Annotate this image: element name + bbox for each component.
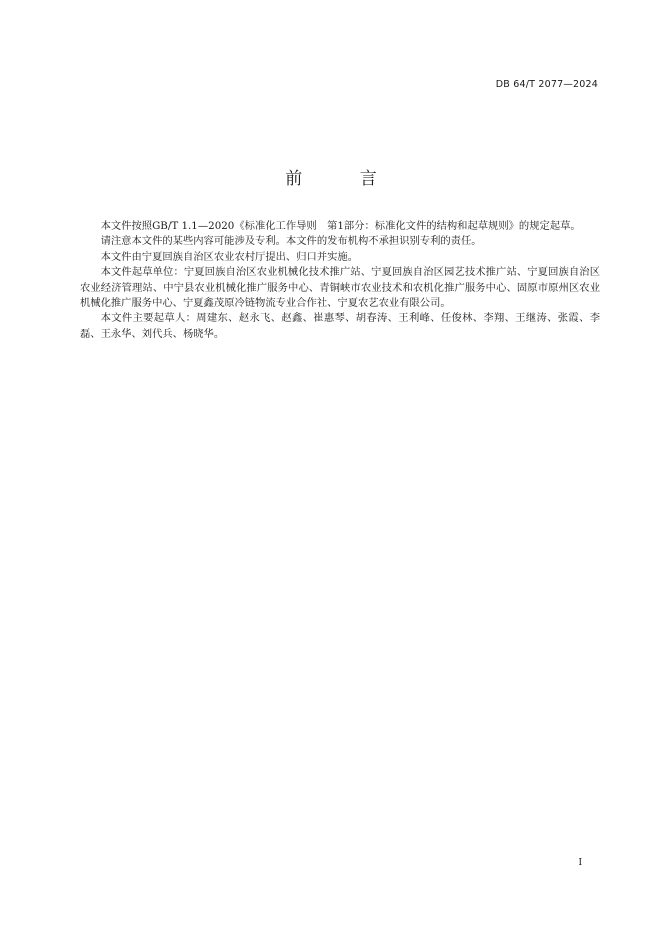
paragraph-drafting-organizations: 本文件起草单位：宁夏回族自治区农业机械化技术推广站、宁夏回族自治区园艺技术推广站、宁夏回族自治区农业经济管理站、中宁县农业机械化推广服务中心、青铜峡市农业技术和农机化推广服务中心、固原市原州区农业机械化推广服务中心、宁夏鑫茂原冷链物流专业合作社、宁夏农艺农业有限公司。 [80,266,600,310]
foreword-body [80,219,600,342]
document-code: DB 64/T 2077—2024 [495,79,598,90]
paragraph-proposer: 本文件由宁夏回族自治区农业农村厅提出、归口并实施。 [100,250,359,263]
paragraph-drafters: 本文件主要起草人：周建东、赵永飞、赵鑫、崔惠琴、胡春涛、王利峰、任俊林、李翔、王继涛、张霞、李磊、王永华、刘代兵、杨晓华。 [80,312,600,340]
paragraph-patent-notice: 请注意本文件的某些内容可能涉及专利。本文件的发布机构不承担识别专利的责任。 [100,235,482,248]
section-title-foreword: 前 言 [285,169,403,189]
paragraph-drafting-basis: 本文件按照GB/T 1.1—2020《标准化工作导则 第1部分：标准化文件的结构和起草规则》的规定起草。 [100,220,581,232]
page-number: I [578,858,582,868]
